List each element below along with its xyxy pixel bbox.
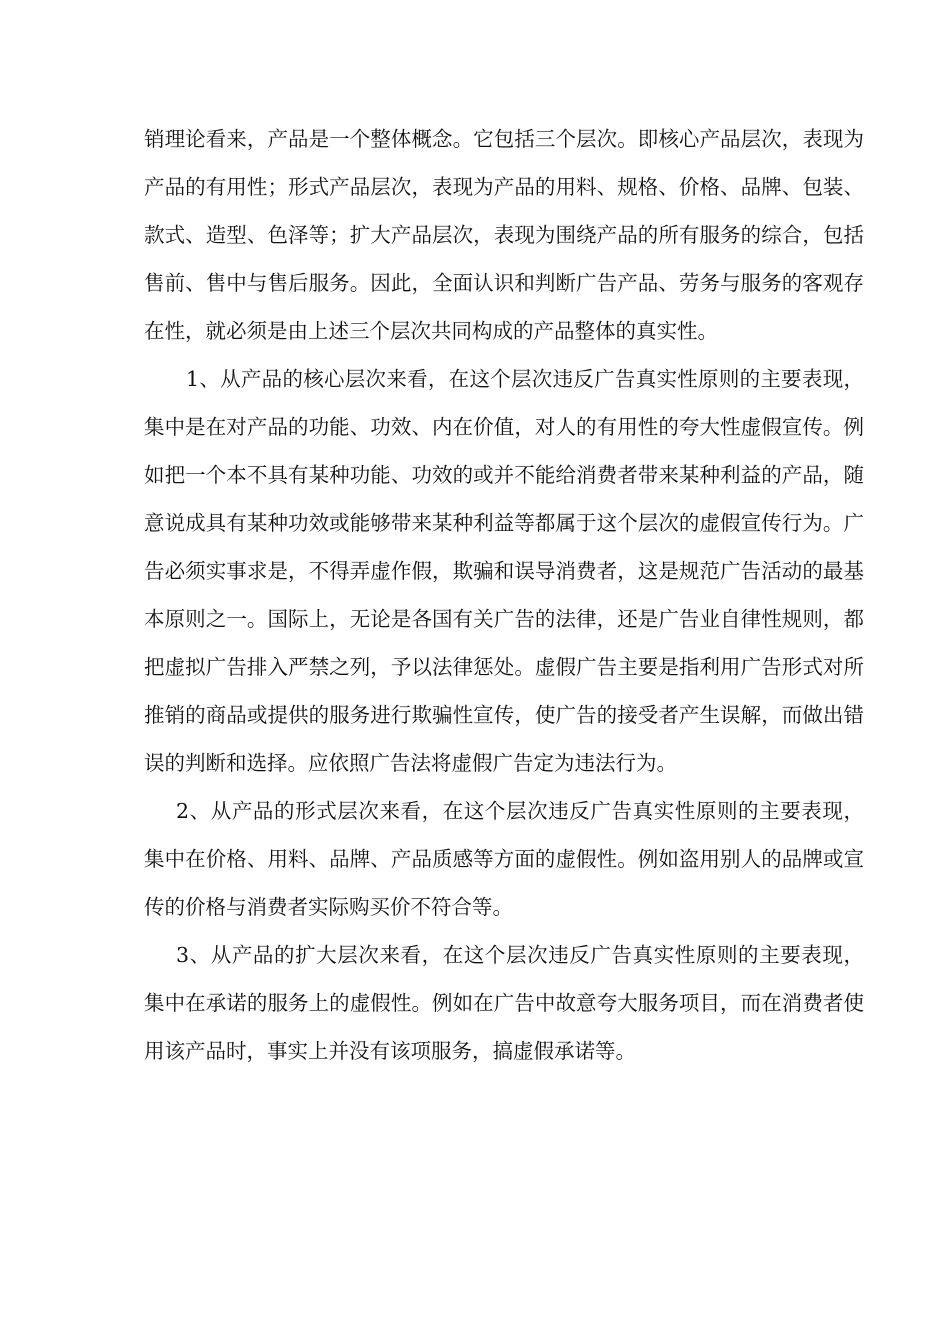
- document-body: [144, 115, 864, 1075]
- paragraph-intro: 销理论看来，产品是一个整体概念。它包括三个层次。即核心产品层次，表现为产品的有用性；形式产品层次，表现为产品的用料、规格、价格、品牌、包装、款式、造型、色泽等；扩大产品层次，表现为围绕产品的所有服务的综合，包括售前、售中与售后服务。因此，全面认识和判断广告产品、劳务与服务的客观存在性，就必须是由上述三个层次共同构成的产品整体的真实性。: [144, 127, 864, 343]
- paragraph-core-level: 1、从产品的核心层次来看，在这个层次违反广告真实性原则的主要表现，集中是在对产品的功能、功效、内在价值，对人的有用性的夸大性虚假宣传。例如把一个本不具有某种功能、功效的或并不能给消费者带来某种利益的产品，随意说成具有某种功效或能够带来某种利益等都属于这个层次的虚假宣传行为。广告必须实事求是，不得弄虚作假，欺骗和误导消费者，这是规范广告活动的最基本原则之一。国际上，无论是各国有关广告的法律，还是广告业自律性规则，都把虚拟广告排入严禁之列，予以法律惩处。虚假广告主要是指利用广告形式对所推销的商品或提供的服务进行欺骗性宣传，使广告的接受者产生误解，而做出错误的判断和选择。应依照广告法将虚假广告定为违法行为。: [144, 367, 864, 775]
- paragraph-form-level: 2、从产品的形式层次来看，在这个层次违反广告真实性原则的主要表现，集中在价格、用料、品牌、产品质感等方面的虚假性。例如盗用别人的品牌或宣传的价格与消费者实际购买价不符合等。: [144, 799, 864, 919]
- paragraph-extended-level: 3、从产品的扩大层次来看，在这个层次违反广告真实性原则的主要表现，集中在承诺的服务上的虚假性。例如在广告中故意夸大服务项目，而在消费者使用该产品时，事实上并没有该项服务，搞虚假承诺等。: [144, 943, 864, 1063]
